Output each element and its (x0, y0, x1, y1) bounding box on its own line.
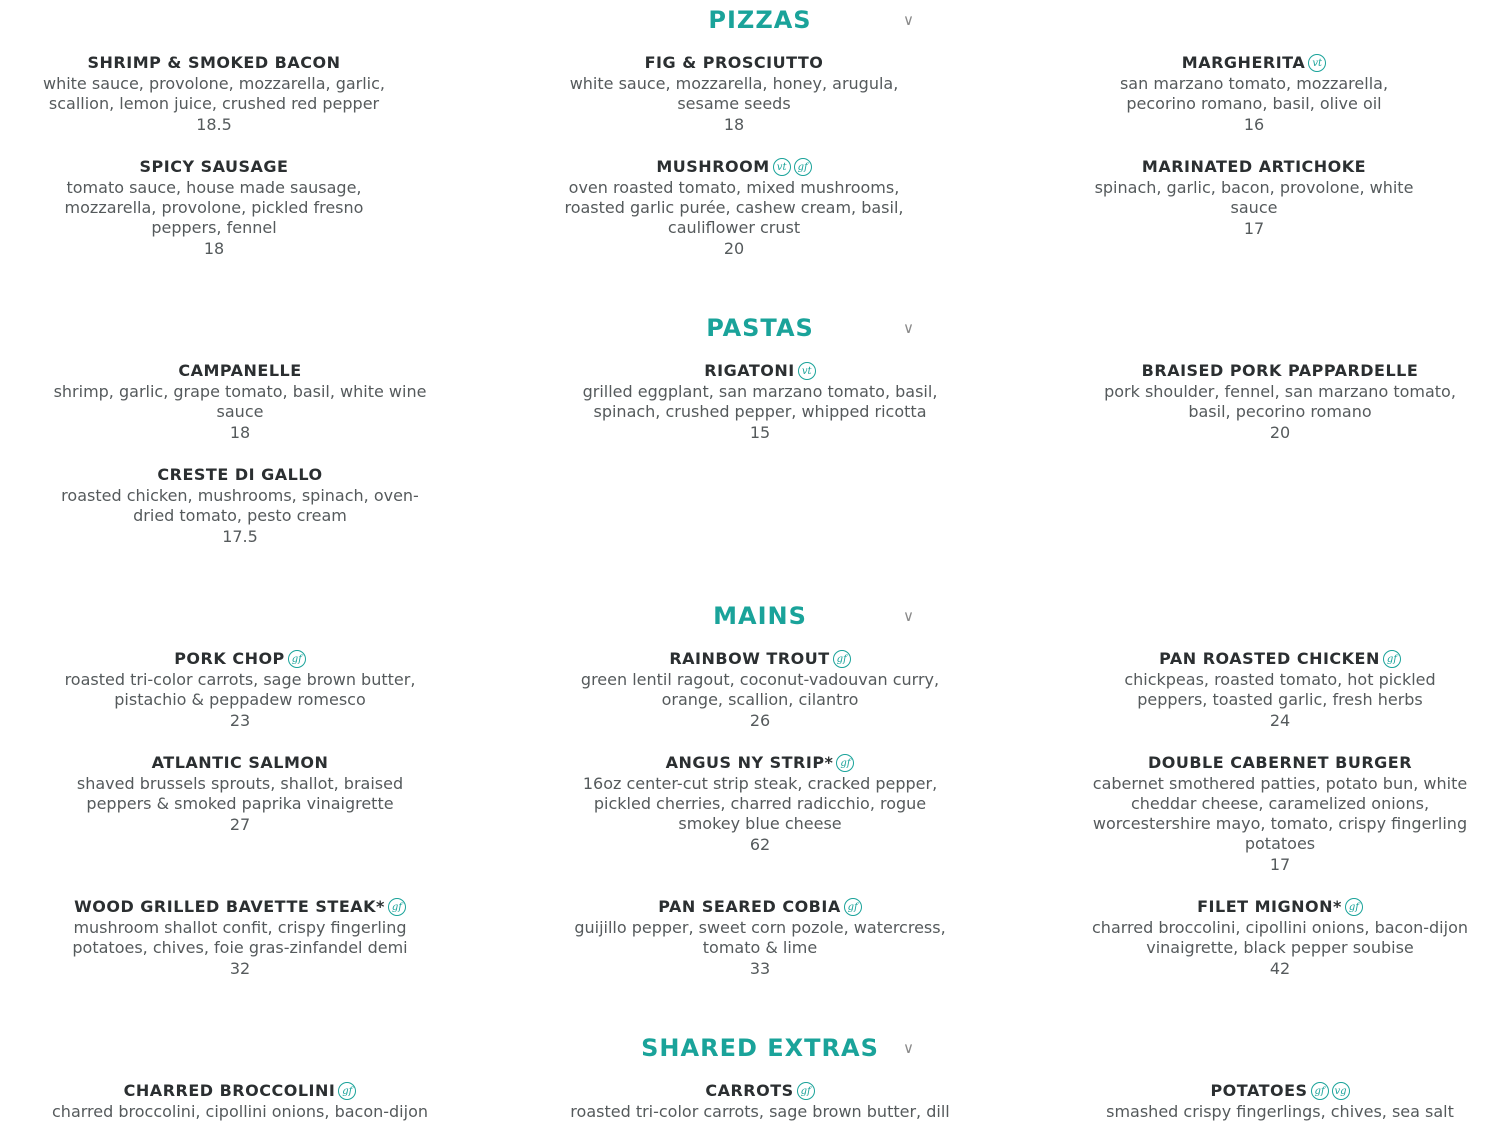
item-name: CHARRED BROCCOLINI gf (40, 1080, 440, 1102)
item-description: charred broccolini, cipollini onions, bacon-dijon vinaigrette, black pepper soubise (1092, 918, 1468, 957)
item-description: smashed crispy fingerlings, chives, sea salt (1106, 1102, 1454, 1121)
section-title-pastas[interactable]: PASTAS (706, 314, 814, 342)
vegetarian-icon: vt (773, 158, 791, 176)
item-name: MARGHERITA vt (1074, 52, 1434, 74)
item-price: 18 (229, 423, 251, 442)
gluten-free-icon: gf (1383, 650, 1401, 668)
item-price: 33 (749, 959, 771, 978)
gluten-free-icon: gf (1311, 1082, 1329, 1100)
section-shared-extras (0, 1028, 1505, 1068)
menu-item (40, 752, 440, 836)
item-description: roasted tri-color carrots, sage brown butter, pistachio & peppadew romesco (64, 670, 416, 709)
menu-item (1080, 1080, 1480, 1122)
section-header-shared-extras[interactable] (0, 1028, 1505, 1068)
item-price: 23 (229, 711, 251, 730)
item-name: CARROTS gf (560, 1080, 960, 1102)
menu-item (544, 156, 924, 260)
menu-item (40, 464, 440, 548)
item-name: SHRIMP & SMOKED BACON (87, 53, 341, 72)
item-price: 17 (1269, 855, 1291, 874)
item-name: FILET MIGNON* gf (1080, 896, 1480, 918)
section-pizzas (0, 0, 1505, 40)
menu-item (40, 1080, 440, 1122)
item-description: white sauce, provolone, mozzarella, garlic, scallion, lemon juice, crushed red pepper (42, 74, 385, 113)
item-description: charred broccolini, cipollini onions, bacon-dijon (52, 1102, 428, 1121)
menu-item (1074, 156, 1434, 240)
section-pastas (0, 308, 1505, 348)
item-description: chickpeas, roasted tomato, hot pickled peppers, toasted garlic, fresh herbs (1124, 670, 1436, 709)
item-description: cabernet smothered patties, potato bun, white cheddar cheese, caramelized onions, worcestershire mayo, tomato, crispy fingerling potatoes (1092, 774, 1468, 853)
menu-item (560, 1080, 960, 1122)
gluten-free-icon: gf (288, 650, 306, 668)
section-header-mains[interactable] (0, 596, 1505, 636)
menu-item (40, 648, 440, 732)
chevron-down-icon[interactable]: ∨ (903, 607, 914, 625)
gluten-free-icon: gf (844, 898, 862, 916)
menu-item (1080, 360, 1480, 444)
item-name: POTATOES gf vg (1080, 1080, 1480, 1102)
chevron-down-icon[interactable]: ∨ (903, 11, 914, 29)
item-price: 18 (723, 115, 745, 134)
gluten-free-icon: gf (833, 650, 851, 668)
item-description: shrimp, garlic, grape tomato, basil, white wine sauce (53, 382, 427, 421)
item-description: tomato sauce, house made sausage, mozzarella, provolone, pickled fresno peppers, fennel (64, 178, 364, 237)
item-description: shaved brussels sprouts, shallot, braised peppers & smoked paprika vinaigrette (76, 774, 404, 813)
menu-item (560, 360, 960, 444)
item-name: ANGUS NY STRIP* gf (560, 752, 960, 774)
item-description: green lentil ragout, coconut-vadouvan curry, orange, scallion, cilantro (580, 670, 940, 709)
item-price: 26 (749, 711, 771, 730)
vegan-icon: vg (1332, 1082, 1350, 1100)
item-name: MARINATED ARTICHOKE (1141, 157, 1367, 176)
item-description: pork shoulder, fennel, san marzano tomato, basil, pecorino romano (1104, 382, 1456, 421)
item-name: CRESTE DI GALLO (157, 465, 323, 484)
item-price: 20 (1269, 423, 1291, 442)
item-name: PORK CHOP gf (40, 648, 440, 670)
item-price: 15 (749, 423, 771, 442)
gluten-free-icon: gf (794, 158, 812, 176)
item-name: WOOD GRILLED BAVETTE STEAK* gf (40, 896, 440, 918)
item-price: 62 (749, 835, 771, 854)
item-price: 32 (229, 959, 251, 978)
item-price: 18.5 (196, 115, 232, 134)
item-name: ATLANTIC SALMON (151, 753, 329, 772)
item-price: 18 (203, 239, 225, 258)
menu-item (560, 896, 960, 980)
item-description: oven roasted tomato, mixed mushrooms, roasted garlic purée, cashew cream, basil, cauliflower crust (564, 178, 904, 237)
section-title-shared-extras[interactable]: SHARED EXTRAS (641, 1034, 879, 1062)
item-description: spinach, garlic, bacon, provolone, white sauce (1094, 178, 1414, 217)
item-name: CAMPANELLE (178, 361, 302, 380)
item-name: DOUBLE CABERNET BURGER (1147, 753, 1413, 772)
gluten-free-icon: gf (836, 754, 854, 772)
menu-item (560, 648, 960, 732)
item-description: mushroom shallot confit, crispy fingerling potatoes, chives, foie gras-zinfandel demi (72, 918, 408, 957)
item-description: san marzano tomato, mozzarella, pecorino romano, basil, olive oil (1119, 74, 1389, 113)
item-name: RAINBOW TROUT gf (560, 648, 960, 670)
item-price: 20 (723, 239, 745, 258)
menu-item (24, 52, 404, 136)
item-name: FIG & PROSCIUTTO (644, 53, 824, 72)
menu-item (554, 52, 914, 136)
gluten-free-icon: gf (797, 1082, 815, 1100)
section-header-pastas[interactable] (0, 308, 1505, 348)
item-description: white sauce, mozzarella, honey, arugula, sesame seeds (569, 74, 899, 113)
menu-item (40, 360, 440, 444)
item-price: 27 (229, 815, 251, 834)
item-description: roasted tri-color carrots, sage brown butter, dill (570, 1102, 950, 1121)
section-title-pizzas[interactable]: PIZZAS (708, 6, 812, 34)
item-description: guijillo pepper, sweet corn pozole, watercress, tomato & lime (574, 918, 946, 957)
item-name: PAN ROASTED CHICKEN gf (1080, 648, 1480, 670)
menu-item (34, 156, 394, 260)
gluten-free-icon: gf (1345, 898, 1363, 916)
chevron-down-icon[interactable]: ∨ (903, 319, 914, 337)
item-name: SPICY SAUSAGE (139, 157, 289, 176)
menu-item (40, 896, 440, 980)
menu-item (1080, 648, 1480, 732)
menu-item (1080, 752, 1480, 876)
item-name: PAN SEARED COBIA gf (560, 896, 960, 918)
menu-item (1080, 896, 1480, 980)
section-header-pizzas[interactable] (0, 0, 1505, 40)
menu-item (1074, 52, 1434, 136)
menu-item (560, 752, 960, 856)
gluten-free-icon: gf (388, 898, 406, 916)
item-name: RIGATONI vt (560, 360, 960, 382)
item-name: MUSHROOM vt gf (544, 156, 924, 178)
item-name: BRAISED PORK PAPPARDELLE (1141, 361, 1419, 380)
section-mains (0, 596, 1505, 636)
gluten-free-icon: gf (338, 1082, 356, 1100)
item-price: 16 (1243, 115, 1265, 134)
item-price: 42 (1269, 959, 1291, 978)
item-price: 17 (1243, 219, 1265, 238)
item-price: 17.5 (222, 527, 258, 546)
item-price: 24 (1269, 711, 1291, 730)
item-description: roasted chicken, mushrooms, spinach, oven-dried tomato, pesto cream (61, 486, 419, 525)
item-description: grilled eggplant, san marzano tomato, basil, spinach, crushed pepper, whipped ricotta (582, 382, 938, 421)
item-description: 16oz center-cut strip steak, cracked pepper, pickled cherries, charred radicchio, rogue smokey blue cheese (582, 774, 938, 833)
vegetarian-icon: vt (798, 362, 816, 380)
vegetarian-icon: vt (1308, 54, 1326, 72)
chevron-down-icon[interactable]: ∨ (903, 1039, 914, 1057)
section-title-mains[interactable]: MAINS (713, 602, 807, 630)
